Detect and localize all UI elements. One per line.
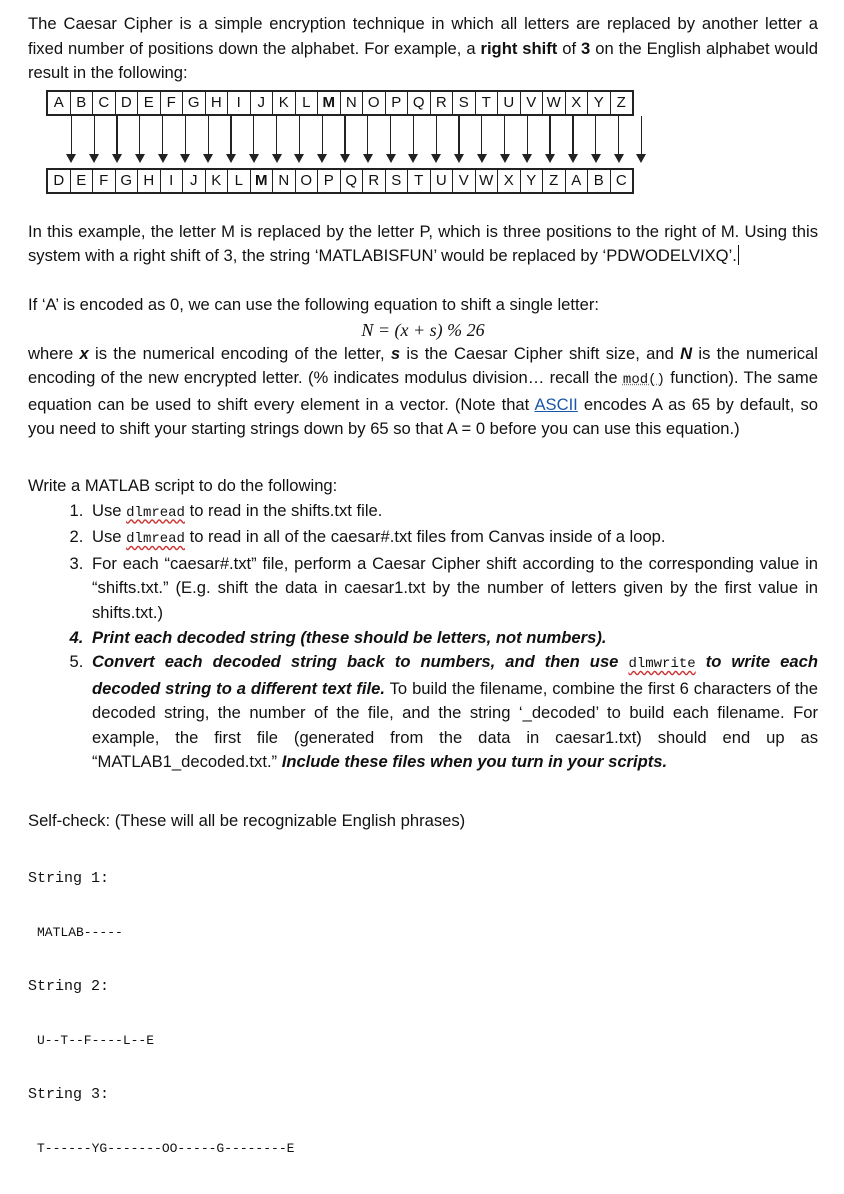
string3-label: String 3: [28,1085,110,1103]
alphabet-cell: Q [408,92,431,114]
alphabet-cell: F [161,92,184,114]
alphabet-cell: C [93,92,116,114]
string3-value: T------YG-------OO-----G--------E [37,1140,295,1156]
alphabet-cell: F [93,170,116,192]
alphabet-cell: B [71,92,94,114]
down-arrow-icon [311,116,334,168]
down-arrow-icon [174,116,197,168]
ascii-link[interactable]: ASCII [534,394,578,414]
alphabet-cell: S [386,170,409,192]
alphabet-cell: Y [521,170,544,192]
shift-equation: N = (x + s) % 26 [361,319,485,340]
cipher-diagram [46,90,818,194]
alphabet-cell: H [138,170,161,192]
intro-paragraph: The Caesar Cipher is a simple encryption technique in which all letters are replaced by another letter a fixed number of positions down the alphabet. For example, a right shift of 3 on the English alphabet would result in the following: [28,14,818,83]
alphabet-cell: S [453,92,476,114]
down-arrow-icon [607,116,630,168]
alphabet-cell: J [251,92,274,114]
shift-arrows [60,116,818,168]
down-arrow-icon [128,116,151,168]
alphabet-cell: N [273,170,296,192]
down-arrow-icon [448,116,471,168]
alphabet-cell: T [476,92,499,114]
alphabet-cell: M [251,170,274,192]
dlmread-code: dlmread [126,531,185,548]
example-paragraph: In this example, the letter M is replaced by the letter P, which is three positions to the right of M. Using this system with a right shift of 3, the string ‘MATLABISFUN’ would be replaced by ‘PDWODELVIXQ’. [28,221,818,266]
dlmwrite-code: dlmwrite [628,656,696,673]
alphabet-cell: K [206,170,229,192]
alphabet-cell: U [498,92,521,114]
task-item: 5. Convert each decoded string back to numbers, and then use dlmwrite to write each decoded string to a different text file. To build the filename, combine the first 6 characters of the decoded string, the number of the file, and the string ‘_decoded’ to build each filename. For example, the first file (generated from the data in caesar1.txt) should end up as “MATLAB1_decoded.txt.” Include these files when you turn in your scripts. [88,650,818,775]
down-arrow-icon [402,116,425,168]
alphabet-top-row [46,90,634,116]
down-arrow-icon [151,116,174,168]
alphabet-cell: J [183,170,206,192]
alphabet-cell: P [318,170,341,192]
alphabet-cell: X [498,170,521,192]
alphabet-cell: G [116,170,139,192]
alphabet-cell: I [228,92,251,114]
down-arrow-icon [356,116,379,168]
down-arrow-icon [334,116,357,168]
alphabet-cell: W [543,92,566,114]
document [28,12,818,1194]
alphabet-cell: T [408,170,431,192]
down-arrow-icon [379,116,402,168]
mod-function-link[interactable]: mod() [622,372,665,389]
selfcheck-title: Self-check: (These will all be recognizable English phrases) [28,811,466,831]
alphabet-cell: U [431,170,454,192]
down-arrow-icon [425,116,448,168]
alphabet-cell: Z [616,94,626,112]
down-arrow-icon [242,116,265,168]
alphabet-cell: A [48,92,71,114]
alphabet-cell: D [48,170,71,192]
down-arrow-icon [288,116,311,168]
alphabet-cell: O [296,170,319,192]
alphabet-cell: L [228,170,251,192]
selfcheck-block [28,834,818,1194]
alphabet-cell: V [453,170,476,192]
string1-value: MATLAB----- [37,924,123,940]
down-arrow-icon [539,116,562,168]
alphabet-cell: D [116,92,139,114]
alphabet-cell: L [296,92,319,114]
down-arrow-icon [83,116,106,168]
down-arrow-icon [197,116,220,168]
alphabet-cell: N [341,92,364,114]
alphabet-cell: Z [543,170,566,192]
down-arrow-icon [220,116,243,168]
alphabet-cell: O [363,92,386,114]
string2-value: U--T--F----L--E [37,1032,155,1048]
alphabet-cell: B [588,170,611,192]
down-arrow-icon [584,116,607,168]
explanation-paragraph: where x is the numerical encoding of the letter, s is the Caesar Cipher shift size, and N is the numerical encoding of the new encrypted letter. (% indicates modulus division… recall the mod() function). The same equation can be used to shift every element in a vector. (Note that ASCII encodes A as 65 by default, so you need to shift your starting strings down by 65 so that A = 0 before you can use this equation.) [28,343,818,439]
down-arrow-icon [493,116,516,168]
task-list [28,499,818,776]
down-arrow-icon [470,116,493,168]
alphabet-bottom-row [46,168,634,194]
alphabet-cell: R [363,170,386,192]
alphabet-cell: E [138,92,161,114]
alphabet-cell: Y [588,92,611,114]
down-arrow-icon [562,116,585,168]
alphabet-cell: G [183,92,206,114]
alphabet-cell: R [431,92,454,114]
alphabet-cell: W [476,170,499,192]
alphabet-cell: H [206,92,229,114]
alphabet-cell: V [521,92,544,114]
down-arrow-icon [265,116,288,168]
task-item: 3. For each “caesar#.txt” file, perform a Caesar Cipher shift according to the corresponding value in “shifts.txt.” (E.g. shift the data in caesar1.txt by the number of letters given by the first value in shifts.txt.) [88,552,818,626]
task-item: 4. Print each decoded string (these should be letters, not numbers). [88,626,818,651]
string2-label: String 2: [28,977,110,995]
alphabet-cell: I [161,170,184,192]
down-arrow-icon [516,116,539,168]
down-arrow-icon [60,116,83,168]
task-item: 1. Use dlmread to read in the shifts.txt file. [88,499,818,526]
alphabet-cell: P [386,92,409,114]
down-arrow-icon [106,116,129,168]
string1-label: String 1: [28,869,110,887]
alphabet-cell: X [566,92,589,114]
alphabet-cell: E [71,170,94,192]
task-item: 2. Use dlmread to read in all of the caesar#.txt files from Canvas inside of a loop. [88,525,818,552]
alphabet-cell: C [615,172,627,190]
alphabet-cell: A [566,170,589,192]
text-cursor [738,245,740,265]
task-intro: Write a MATLAB script to do the following: [28,475,338,495]
dlmread-code: dlmread [126,504,185,521]
alphabet-cell: K [273,92,296,114]
alphabet-cell: M [318,92,341,114]
encoding-paragraph: If ‘A’ is encoded as 0, we can use the following equation to shift a single letter: [28,294,599,314]
alphabet-cell: Q [341,170,364,192]
down-arrow-icon [630,116,653,168]
